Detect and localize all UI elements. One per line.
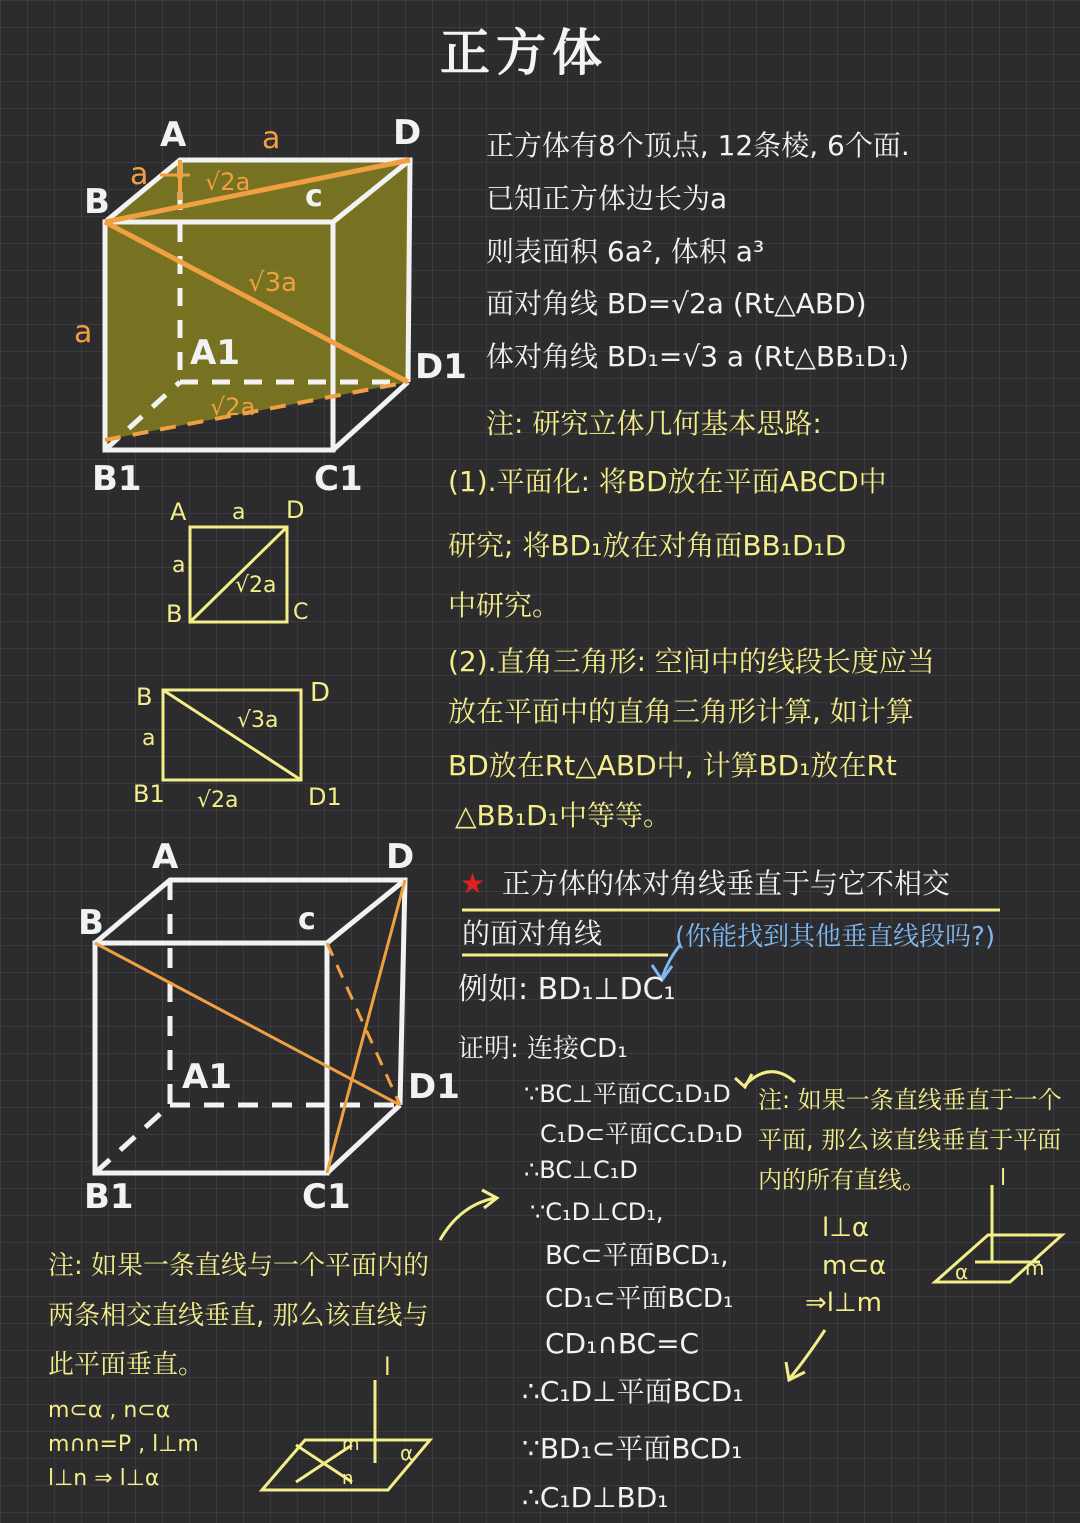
cube2-vertex-C: c <box>298 902 316 937</box>
method-line-1: (1).平面化: 将BD放在平面ABCD中 <box>448 465 887 498</box>
proof-line-7: CD₁∩BC=C <box>545 1327 700 1360</box>
cube2-vertex-D1: D1 <box>408 1067 460 1107</box>
rect-diagonal: √3a <box>237 708 279 733</box>
method-heading: 注: 研究立体几何基本思路: <box>486 407 822 440</box>
vertex-B1: B1 <box>92 459 142 499</box>
note-left-fig-n: n <box>342 1468 354 1489</box>
square-diagonal: √2a <box>235 573 277 598</box>
edge-label-side: a <box>130 157 149 192</box>
note-right-formula-3: ⇒l⊥m <box>805 1288 882 1318</box>
method-line-7: △BB₁D₁中等等。 <box>455 799 671 832</box>
note-left-fig-m: m <box>342 1434 360 1455</box>
proof-line-8: ∴C₁D⊥平面BCD₁ <box>522 1375 744 1408</box>
proof-line-4: ∵C₁D⊥CD₁, <box>530 1198 664 1226</box>
note-right-line-2: 平面, 那么该直线垂直于平面 <box>758 1126 1062 1154</box>
note-right-line-1: 注: 如果一条直线垂直于一个 <box>758 1086 1062 1114</box>
note-left-line-1: 注: 如果一条直线与一个平面内的 <box>48 1251 430 1281</box>
note-line-1: 正方体有8个顶点, 12条棱, 6个面. <box>486 129 910 162</box>
square-a-left: a <box>172 553 186 578</box>
note-left-line-3: 此平面垂直。 <box>48 1350 205 1380</box>
vertex-D1: D1 <box>415 347 467 387</box>
edge-label-top: a <box>262 121 281 156</box>
cube2-vertex-D: D <box>386 837 415 877</box>
note-left-fig-l: l <box>384 1353 391 1381</box>
square-A: A <box>170 498 187 526</box>
cube2-vertex-A: A <box>152 837 179 877</box>
edge-label-left: a <box>74 315 93 350</box>
method-line-5: 放在平面中的直角三角形计算, 如计算 <box>448 695 914 728</box>
method-line-3: 中研究。 <box>448 589 561 622</box>
rect-D1: D1 <box>308 783 342 811</box>
method-line-4: (2).直角三角形: 空间中的线段长度应当 <box>448 645 935 678</box>
cube-1 <box>105 157 410 450</box>
note-right-formula-2: m⊂α <box>822 1251 887 1281</box>
method-line-2: 研究; 将BD₁放在对角面BB₁D₁D <box>448 529 847 562</box>
note-left-line-2: 两条相交直线垂直, 那么该直线与 <box>48 1301 429 1331</box>
theorem-line-1: 正方体的体对角线垂直于与它不相交 <box>502 867 951 900</box>
note-line-5: 体对角线 BD₁=√3 a (Rt△BB₁D₁) <box>486 340 910 373</box>
proof-line-3: ∴BC⊥C₁D <box>524 1156 638 1184</box>
square-D: D <box>286 496 305 524</box>
square-B: B <box>166 600 183 628</box>
face-diagonal-label: √2a <box>205 168 251 196</box>
note-left-formula-1: m⊂α , n⊂α <box>48 1398 171 1423</box>
cube2-vertex-A1: A1 <box>182 1057 232 1097</box>
cube-2 <box>95 880 405 1173</box>
note-left-formula-2: m∩n=P , l⊥m <box>48 1432 199 1457</box>
method-line-6: BD放在Rt△ABD中, 计算BD₁放在Rt <box>448 749 897 782</box>
proof-line-5: BC⊂平面BCD₁, <box>545 1241 729 1271</box>
note-left-fig-alpha: α <box>400 1441 414 1465</box>
vertex-A: A <box>160 115 187 155</box>
note-right-fig-alpha: α <box>955 1260 969 1284</box>
theorem-question: (你能找到其他垂直线段吗?) <box>675 922 996 952</box>
proof-line-1: ∵BC⊥平面CC₁D₁D <box>524 1080 731 1108</box>
note-right-line-3: 内的所有直线。 <box>758 1166 926 1194</box>
vertex-D: D <box>393 113 422 153</box>
proof-title: 证明: 连接CD₁ <box>458 1034 628 1064</box>
vertex-C: c <box>305 179 323 214</box>
base-diagonal-label: √2a <box>210 393 256 421</box>
note-line-2: 已知正方体边长为a <box>486 182 728 215</box>
proof-line-9: ∵BD₁⊂平面BCD₁ <box>522 1432 743 1465</box>
body-diagonal-label: √3a <box>248 268 298 298</box>
rect-D: D <box>310 678 331 708</box>
rect-B: B <box>136 683 153 711</box>
proof-line-2: C₁D⊂平面CC₁D₁D <box>540 1120 743 1148</box>
rectangle-figure <box>163 690 301 780</box>
theorem-line-2: 的面对角线 <box>462 917 603 950</box>
note-line-4: 面对角线 BD=√2a (Rt△ABD) <box>486 287 867 320</box>
page-title: 正方体 <box>440 24 608 82</box>
rect-bottom: √2a <box>197 788 239 813</box>
note-right-formula-1: l⊥α <box>822 1213 870 1243</box>
star-icon: ★ <box>460 867 486 900</box>
note-right-fig-l: l <box>1000 1166 1007 1191</box>
square-a-top: a <box>232 500 246 525</box>
square-C: C <box>293 600 309 625</box>
vertex-A1: A1 <box>190 333 240 373</box>
theorem-example: 例如: BD₁⊥DC₁ <box>458 972 676 1007</box>
note-left-formula-3: l⊥n ⇒ l⊥α <box>48 1466 160 1491</box>
cube2-vertex-C1: C1 <box>302 1177 351 1217</box>
rect-a-left: a <box>142 726 156 751</box>
vertex-B: B <box>84 182 110 222</box>
cube2-vertex-B1: B1 <box>84 1177 134 1217</box>
note-right-fig-m: m <box>1025 1256 1045 1280</box>
proof-line-10: ∴C₁D⊥BD₁ <box>522 1481 669 1514</box>
vertex-C1: C1 <box>314 459 363 499</box>
note-line-3: 则表面积 6a², 体积 a³ <box>486 235 765 268</box>
cube2-vertex-B: B <box>78 903 104 943</box>
rect-B1: B1 <box>133 780 165 808</box>
proof-line-6: CD₁⊂平面BCD₁ <box>545 1284 734 1314</box>
